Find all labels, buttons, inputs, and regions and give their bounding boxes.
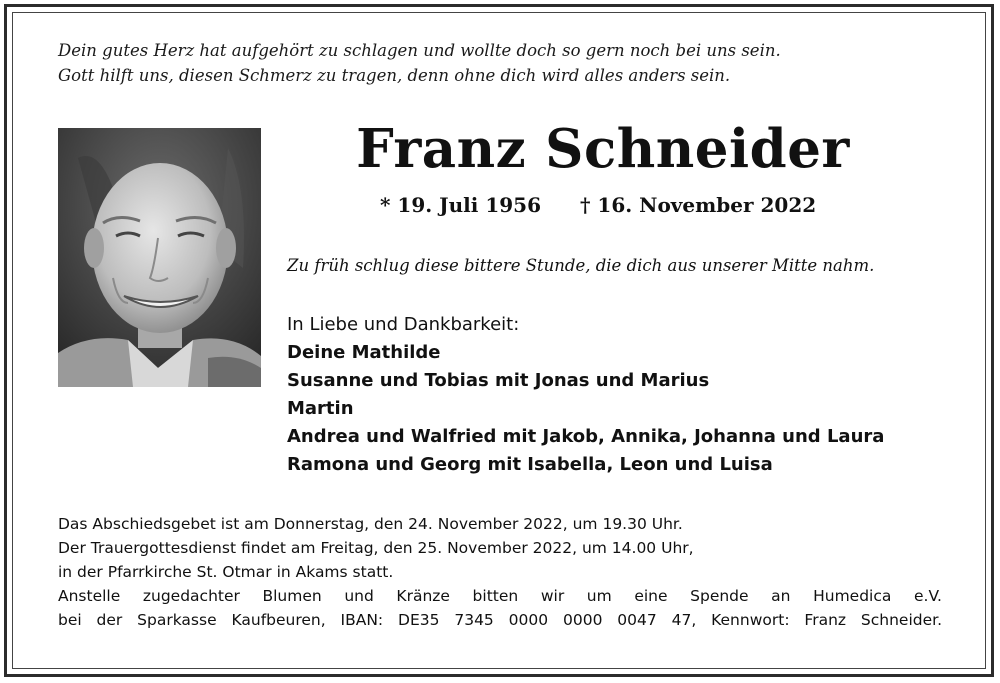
verse-line-2: Gott hilft uns, diesen Schmerz zu tragen, denn ohne dich wird alles anders sein. [58,66,731,85]
bank-details: bei der Sparkasse Kaufbeuren, IBAN: DE35 7345 0000 0000 0047 47, Kennwort: Franz Schneider. [58,611,942,629]
memorial-quote: Zu früh schlug diese bittere Stunde, die dich aus unserer Mitte nahm. [287,256,875,275]
donation-request: Anstelle zugedachter Blumen und Kränze bitten wir um eine Spende an Humedica e.V. [58,587,942,605]
service-details [58,512,942,632]
farewell-prayer-info: Das Abschiedsgebet ist am Donnerstag, den 24. November 2022, um 19.30 Uhr. [58,515,683,533]
life-dates [380,190,816,220]
death-date: † 16. November 2022 [580,193,817,217]
birth-date: * 19. Juli 1956 [380,193,542,217]
deceased-name: Franz Schneider [356,118,850,180]
verse-line-1: Dein gutes Herz hat aufgehört zu schlagen und wollte doch so gern noch bei uns sein. [58,41,781,60]
church-location-info: in der Pfarrkirche St. Otmar in Akams statt. [58,563,394,581]
mourner-line: Ramona und Georg mit Isabella, Leon und Luisa [287,454,773,475]
mourner-line: Susanne und Tobias mit Jonas und Marius [287,370,710,391]
mourners-intro: In Liebe und Dankbarkeit: [287,314,520,335]
portrait-photo [58,128,261,387]
mourner-line: Andrea und Walfried mit Jakob, Annika, Johanna und Laura [287,426,885,447]
funeral-service-info: Der Trauergottesdienst findet am Freitag, den 25. November 2022, um 14.00 Uhr, [58,539,694,557]
portrait-photo-icon [58,128,261,387]
mourner-line: Deine Mathilde [287,342,441,363]
mourners-list [287,311,884,479]
mourner-line: Martin [287,398,354,419]
opening-verse [58,38,958,88]
